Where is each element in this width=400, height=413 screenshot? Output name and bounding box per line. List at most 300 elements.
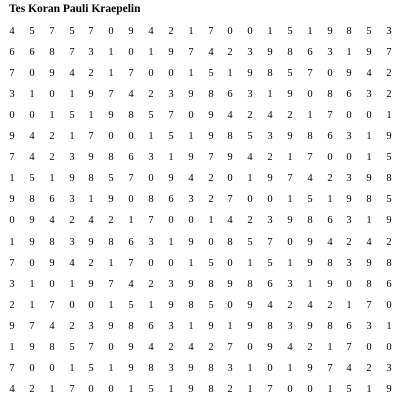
grid-digit: 0 bbox=[128, 47, 134, 58]
grid-digit: 1 bbox=[168, 384, 174, 395]
grid-digit: 8 bbox=[366, 194, 372, 205]
grid-digit: 2 bbox=[287, 110, 293, 121]
grid-digit: 2 bbox=[227, 47, 233, 58]
grid-digit: 4 bbox=[29, 152, 35, 163]
grid-digit: 3 bbox=[88, 321, 94, 332]
grid-digit: 4 bbox=[148, 26, 154, 37]
grid-digit: 2 bbox=[346, 237, 352, 248]
grid-digit: 7 bbox=[108, 279, 114, 290]
grid-digit: 2 bbox=[386, 89, 392, 100]
grid-digit: 7 bbox=[88, 131, 94, 142]
grid-digit: 2 bbox=[208, 194, 214, 205]
grid-digit: 4 bbox=[128, 279, 134, 290]
grid-digit: 9 bbox=[227, 279, 233, 290]
grid-digit: 0 bbox=[307, 384, 313, 395]
grid-digit: 4 bbox=[49, 321, 55, 332]
grid-digit: 0 bbox=[227, 26, 233, 37]
grid-digit: 1 bbox=[346, 47, 352, 58]
grid-digit: 8 bbox=[287, 47, 293, 58]
grid-digit: 6 bbox=[307, 47, 313, 58]
grid-digit: 9 bbox=[128, 26, 134, 37]
grid-digit: 5 bbox=[346, 384, 352, 395]
grid-digit: 3 bbox=[9, 279, 15, 290]
grid-digit: 2 bbox=[88, 258, 94, 269]
grid-digit: 3 bbox=[148, 152, 154, 163]
grid-digit: 6 bbox=[327, 131, 333, 142]
grid-digit: 0 bbox=[168, 215, 174, 226]
grid-digit: 1 bbox=[128, 384, 134, 395]
grid-digit: 1 bbox=[188, 258, 194, 269]
grid-digit: 1 bbox=[366, 152, 372, 163]
grid-digit: 8 bbox=[208, 363, 214, 374]
grid-digit: 1 bbox=[108, 47, 114, 58]
grid-digit: 7 bbox=[346, 342, 352, 353]
grid-digit: 0 bbox=[49, 279, 55, 290]
grid-digit: 8 bbox=[208, 384, 214, 395]
grid-digit: 8 bbox=[307, 131, 313, 142]
grid-digit: 9 bbox=[287, 131, 293, 142]
grid-digit: 8 bbox=[29, 194, 35, 205]
grid-digit: 3 bbox=[168, 89, 174, 100]
grid-digit: 7 bbox=[208, 26, 214, 37]
grid-digit: 4 bbox=[9, 26, 15, 37]
page-title: Tes Koran Pauli Kraepelin bbox=[9, 3, 141, 15]
grid-digit: 6 bbox=[386, 279, 392, 290]
grid-digit: 1 bbox=[128, 215, 134, 226]
grid-digit: 4 bbox=[267, 300, 273, 311]
grid-digit: 0 bbox=[188, 215, 194, 226]
grid-digit: 6 bbox=[49, 194, 55, 205]
grid-digit: 4 bbox=[148, 342, 154, 353]
grid-digit: 1 bbox=[307, 110, 313, 121]
grid-digit: 8 bbox=[307, 215, 313, 226]
grid-digit: 7 bbox=[307, 152, 313, 163]
grid-digit: 8 bbox=[148, 194, 154, 205]
grid-digit: 1 bbox=[49, 173, 55, 184]
grid-digit: 0 bbox=[108, 131, 114, 142]
grid-digit: 0 bbox=[148, 173, 154, 184]
grid-digit: 9 bbox=[128, 363, 134, 374]
grid-digit: 3 bbox=[69, 152, 75, 163]
grid-digit: 9 bbox=[247, 68, 253, 79]
grid-digit: 5 bbox=[287, 68, 293, 79]
grid-digit: 9 bbox=[108, 321, 114, 332]
grid-digit: 2 bbox=[247, 110, 253, 121]
grid-digit: 8 bbox=[49, 47, 55, 58]
grid-digit: 1 bbox=[108, 363, 114, 374]
grid-digit: 0 bbox=[346, 279, 352, 290]
grid-digit: 9 bbox=[307, 237, 313, 248]
grid-digit: 1 bbox=[188, 26, 194, 37]
grid-digit: 1 bbox=[49, 384, 55, 395]
grid-digit: 1 bbox=[168, 237, 174, 248]
grid-digit: 6 bbox=[29, 47, 35, 58]
grid-digit: 0 bbox=[346, 152, 352, 163]
grid-digit: 7 bbox=[9, 152, 15, 163]
grid-digit: 3 bbox=[247, 47, 253, 58]
grid-digit: 9 bbox=[287, 89, 293, 100]
grid-digit: 8 bbox=[148, 363, 154, 374]
grid-digit: 7 bbox=[267, 237, 273, 248]
grid-digit: 0 bbox=[88, 384, 94, 395]
grid-digit: 9 bbox=[386, 215, 392, 226]
grid-digit: 1 bbox=[69, 363, 75, 374]
grid-digit: 7 bbox=[69, 384, 75, 395]
grid-digit: 1 bbox=[346, 300, 352, 311]
grid-digit: 7 bbox=[327, 110, 333, 121]
grid-digit: 2 bbox=[267, 152, 273, 163]
grid-digit: 9 bbox=[88, 279, 94, 290]
grid-digit: 0 bbox=[108, 26, 114, 37]
grid-digit: 8 bbox=[267, 68, 273, 79]
grid-digit: 1 bbox=[69, 131, 75, 142]
grid-digit: 4 bbox=[366, 237, 372, 248]
grid-digit: 7 bbox=[227, 342, 233, 353]
grid-digit: 2 bbox=[386, 237, 392, 248]
grid-digit: 9 bbox=[29, 215, 35, 226]
grid-digit: 5 bbox=[287, 26, 293, 37]
grid-digit: 8 bbox=[49, 237, 55, 248]
grid-digit: 0 bbox=[148, 258, 154, 269]
grid-digit: 3 bbox=[346, 258, 352, 269]
grid-digit: 0 bbox=[108, 384, 114, 395]
grid-digit: 1 bbox=[366, 215, 372, 226]
grid-digit: 0 bbox=[9, 110, 15, 121]
grid-digit: 3 bbox=[346, 215, 352, 226]
grid-digit: 4 bbox=[227, 215, 233, 226]
grid-digit: 1 bbox=[247, 173, 253, 184]
grid-digit: 7 bbox=[148, 215, 154, 226]
grid-digit: 8 bbox=[227, 237, 233, 248]
grid-digit: 0 bbox=[69, 300, 75, 311]
grid-digit: 9 bbox=[366, 173, 372, 184]
grid-digit: 7 bbox=[208, 152, 214, 163]
grid-digit: 3 bbox=[327, 47, 333, 58]
grid-digit: 5 bbox=[208, 68, 214, 79]
grid-digit: 3 bbox=[168, 279, 174, 290]
grid-digit: 5 bbox=[247, 131, 253, 142]
grid-digit: 8 bbox=[366, 279, 372, 290]
grid-digit: 4 bbox=[88, 215, 94, 226]
grid-digit: 0 bbox=[287, 384, 293, 395]
grid-digit: 5 bbox=[29, 26, 35, 37]
grid-digit: 9 bbox=[267, 342, 273, 353]
grid-digit: 1 bbox=[9, 342, 15, 353]
grid-digit: 3 bbox=[9, 89, 15, 100]
grid-digit: 5 bbox=[88, 363, 94, 374]
grid-digit: 9 bbox=[366, 258, 372, 269]
grid-digit: 7 bbox=[128, 173, 134, 184]
grid-digit: 9 bbox=[29, 342, 35, 353]
grid-digit: 5 bbox=[267, 258, 273, 269]
grid-digit: 9 bbox=[9, 131, 15, 142]
grid-digit: 9 bbox=[69, 173, 75, 184]
grid-digit: 8 bbox=[49, 342, 55, 353]
grid-digit: 5 bbox=[148, 384, 154, 395]
grid-digit: 1 bbox=[227, 68, 233, 79]
grid-digit: 5 bbox=[168, 131, 174, 142]
grid-digit: 4 bbox=[327, 237, 333, 248]
grid-digit: 1 bbox=[29, 89, 35, 100]
grid-digit: 9 bbox=[168, 300, 174, 311]
grid-digit: 9 bbox=[49, 258, 55, 269]
grid-digit: 9 bbox=[9, 321, 15, 332]
grid-digit: 9 bbox=[227, 152, 233, 163]
grid-digit: 1 bbox=[267, 26, 273, 37]
grid-digit: 6 bbox=[9, 47, 15, 58]
grid-digit: 8 bbox=[386, 258, 392, 269]
grid-digit: 3 bbox=[287, 279, 293, 290]
grid-digit: 2 bbox=[327, 173, 333, 184]
grid-digit: 0 bbox=[287, 237, 293, 248]
grid-digit: 0 bbox=[267, 363, 273, 374]
grid-digit: 1 bbox=[327, 384, 333, 395]
grid-digit: 0 bbox=[366, 110, 372, 121]
grid-digit: 6 bbox=[168, 194, 174, 205]
grid-digit: 3 bbox=[88, 47, 94, 58]
grid-digit: 8 bbox=[128, 110, 134, 121]
grid-digit: 4 bbox=[69, 258, 75, 269]
grid-digit: 2 bbox=[148, 279, 154, 290]
grid-digit: 9 bbox=[188, 237, 194, 248]
grid-digit: 5 bbox=[247, 237, 253, 248]
grid-digit: 9 bbox=[208, 110, 214, 121]
grid-digit: 5 bbox=[386, 152, 392, 163]
grid-digit: 1 bbox=[307, 279, 313, 290]
grid-digit: 5 bbox=[69, 110, 75, 121]
grid-digit: 9 bbox=[108, 194, 114, 205]
grid-digit: 7 bbox=[88, 26, 94, 37]
grid-digit: 3 bbox=[346, 173, 352, 184]
grid-digit: 1 bbox=[327, 342, 333, 353]
grid-digit: 0 bbox=[247, 342, 253, 353]
grid-digit: 1 bbox=[287, 152, 293, 163]
grid-digit: 3 bbox=[188, 194, 194, 205]
grid-digit: 3 bbox=[247, 89, 253, 100]
grid-digit: 9 bbox=[366, 47, 372, 58]
grid-digit: 6 bbox=[148, 321, 154, 332]
grid-digit: 4 bbox=[69, 68, 75, 79]
grid-digit: 7 bbox=[366, 300, 372, 311]
grid-digit: 3 bbox=[148, 237, 154, 248]
grid-digit: 3 bbox=[267, 215, 273, 226]
grid-digit: 8 bbox=[247, 279, 253, 290]
grid-digit: 9 bbox=[247, 321, 253, 332]
grid-digit: 9 bbox=[267, 173, 273, 184]
grid-digit: 1 bbox=[366, 384, 372, 395]
grid-digit: 8 bbox=[327, 89, 333, 100]
grid-digit: 8 bbox=[188, 300, 194, 311]
grid-digit: 1 bbox=[49, 110, 55, 121]
grid-digit: 9 bbox=[386, 384, 392, 395]
grid-digit: 0 bbox=[168, 258, 174, 269]
grid-digit: 9 bbox=[188, 89, 194, 100]
grid-digit: 8 bbox=[227, 131, 233, 142]
grid-digit: 8 bbox=[327, 321, 333, 332]
grid-digit: 9 bbox=[29, 237, 35, 248]
grid-digit: 7 bbox=[9, 258, 15, 269]
grid-digit: 1 bbox=[287, 194, 293, 205]
grid-digit: 9 bbox=[267, 47, 273, 58]
grid-digit: 7 bbox=[108, 89, 114, 100]
grid-digit: 0 bbox=[307, 89, 313, 100]
grid-digit: 9 bbox=[9, 194, 15, 205]
grid-digit: 3 bbox=[69, 194, 75, 205]
grid-digit: 6 bbox=[227, 89, 233, 100]
grid-digit: 8 bbox=[386, 173, 392, 184]
grid-digit: 0 bbox=[227, 258, 233, 269]
grid-digit: 4 bbox=[208, 47, 214, 58]
grid-digit: 2 bbox=[49, 152, 55, 163]
grid-digit: 9 bbox=[168, 47, 174, 58]
grid-digit: 3 bbox=[386, 26, 392, 37]
grid-digit: 1 bbox=[247, 384, 253, 395]
grid-digit: 5 bbox=[108, 173, 114, 184]
grid-digit: 2 bbox=[208, 342, 214, 353]
grid-digit: 7 bbox=[69, 47, 75, 58]
grid-digit: 7 bbox=[327, 363, 333, 374]
grid-digit: 2 bbox=[287, 300, 293, 311]
grid-digit: 0 bbox=[49, 89, 55, 100]
grid-digit: 9 bbox=[208, 131, 214, 142]
grid-digit: 3 bbox=[386, 363, 392, 374]
grid-digit: 9 bbox=[327, 279, 333, 290]
grid-digit: 3 bbox=[227, 363, 233, 374]
grid-digit: 9 bbox=[307, 321, 313, 332]
grid-digit: 0 bbox=[9, 215, 15, 226]
grid-digit: 1 bbox=[386, 110, 392, 121]
grid-digit: 8 bbox=[108, 237, 114, 248]
grid-digit: 1 bbox=[168, 152, 174, 163]
grid-digit: 9 bbox=[49, 68, 55, 79]
grid-digit: 3 bbox=[168, 321, 174, 332]
grid-digit: 6 bbox=[267, 279, 273, 290]
grid-digit: 1 bbox=[188, 321, 194, 332]
grid-digit: 3 bbox=[267, 131, 273, 142]
grid-digit: 0 bbox=[29, 68, 35, 79]
grid-digit: 3 bbox=[69, 237, 75, 248]
grid-digit: 2 bbox=[168, 342, 174, 353]
grid-digit: 3 bbox=[366, 89, 372, 100]
grid-digit: 0 bbox=[327, 68, 333, 79]
grid-digit: 9 bbox=[386, 131, 392, 142]
grid-digit: 0 bbox=[168, 68, 174, 79]
grid-digit: 8 bbox=[267, 321, 273, 332]
grid-digit: 0 bbox=[148, 68, 154, 79]
grid-digit: 4 bbox=[29, 131, 35, 142]
grid-digit: 1 bbox=[208, 215, 214, 226]
grid-digit: 1 bbox=[29, 279, 35, 290]
grid-digit: 0 bbox=[208, 237, 214, 248]
grid-digit: 7 bbox=[287, 173, 293, 184]
grid-digit: 9 bbox=[88, 237, 94, 248]
grid-digit: 1 bbox=[227, 321, 233, 332]
grid-digit: 1 bbox=[69, 89, 75, 100]
grid-digit: 1 bbox=[9, 237, 15, 248]
grid-digit: 4 bbox=[267, 110, 273, 121]
grid-digit: 7 bbox=[128, 258, 134, 269]
grid-digit: 0 bbox=[366, 342, 372, 353]
grid-digit: 8 bbox=[327, 258, 333, 269]
grid-digit: 9 bbox=[188, 363, 194, 374]
grid-digit: 9 bbox=[208, 321, 214, 332]
grid-digit: 2 bbox=[247, 215, 253, 226]
grid-digit: 2 bbox=[366, 363, 372, 374]
grid-digit: 7 bbox=[307, 68, 313, 79]
grid-digit: 1 bbox=[188, 131, 194, 142]
grid-digit: 8 bbox=[88, 173, 94, 184]
grid-digit: 1 bbox=[267, 89, 273, 100]
grid-digit: 4 bbox=[247, 152, 253, 163]
grid-digit: 4 bbox=[188, 342, 194, 353]
grid-digit: 7 bbox=[9, 363, 15, 374]
grid-digit: 2 bbox=[327, 300, 333, 311]
grid-digit: 0 bbox=[108, 342, 114, 353]
grid-digit: 0 bbox=[29, 110, 35, 121]
grid-digit: 8 bbox=[208, 89, 214, 100]
grid-digit: 2 bbox=[49, 131, 55, 142]
grid-digit: 7 bbox=[9, 68, 15, 79]
grid-digit: 1 bbox=[188, 68, 194, 79]
grid-digit: 7 bbox=[49, 300, 55, 311]
grid-digit: 1 bbox=[108, 68, 114, 79]
grid-digit: 9 bbox=[88, 152, 94, 163]
grid-digit: 5 bbox=[307, 194, 313, 205]
grid-digit: 5 bbox=[69, 342, 75, 353]
grid-digit: 1 bbox=[386, 321, 392, 332]
grid-digit: 0 bbox=[29, 363, 35, 374]
grid-digit: 3 bbox=[346, 131, 352, 142]
grid-digit: 1 bbox=[287, 258, 293, 269]
grid-digit: 6 bbox=[346, 89, 352, 100]
grid-digit: 2 bbox=[148, 89, 154, 100]
grid-digit: 5 bbox=[69, 26, 75, 37]
grid-digit: 8 bbox=[128, 321, 134, 332]
grid-digit: 5 bbox=[29, 173, 35, 184]
grid-digit: 9 bbox=[188, 279, 194, 290]
grid-digit: 7 bbox=[49, 26, 55, 37]
grid-digit: 7 bbox=[29, 321, 35, 332]
grid-digit: 1 bbox=[247, 363, 253, 374]
grid-digit: 0 bbox=[247, 26, 253, 37]
grid-digit: 0 bbox=[247, 194, 253, 205]
grid-digit: 1 bbox=[29, 300, 35, 311]
grid-digit: 1 bbox=[108, 300, 114, 311]
grid-digit: 5 bbox=[208, 300, 214, 311]
grid-digit: 9 bbox=[327, 26, 333, 37]
grid-digit: 2 bbox=[29, 384, 35, 395]
grid-digit: 1 bbox=[108, 258, 114, 269]
grid-digit: 1 bbox=[247, 258, 253, 269]
grid-digit: 7 bbox=[88, 342, 94, 353]
grid-digit: 5 bbox=[208, 258, 214, 269]
grid-digit: 9 bbox=[128, 342, 134, 353]
grid-digit: 8 bbox=[108, 152, 114, 163]
grid-digit: 8 bbox=[346, 26, 352, 37]
grid-digit: 0 bbox=[327, 152, 333, 163]
grid-digit: 2 bbox=[307, 342, 313, 353]
grid-digit: 4 bbox=[346, 363, 352, 374]
grid-digit: 1 bbox=[148, 131, 154, 142]
grid-digit: 3 bbox=[168, 363, 174, 374]
grid-digit: 2 bbox=[69, 321, 75, 332]
grid-digit: 3 bbox=[366, 321, 372, 332]
grid-digit: 6 bbox=[346, 321, 352, 332]
grid-digit: 0 bbox=[128, 131, 134, 142]
grid-digit: 1 bbox=[327, 194, 333, 205]
grid-digit: 0 bbox=[227, 300, 233, 311]
grid-digit: 4 bbox=[307, 300, 313, 311]
